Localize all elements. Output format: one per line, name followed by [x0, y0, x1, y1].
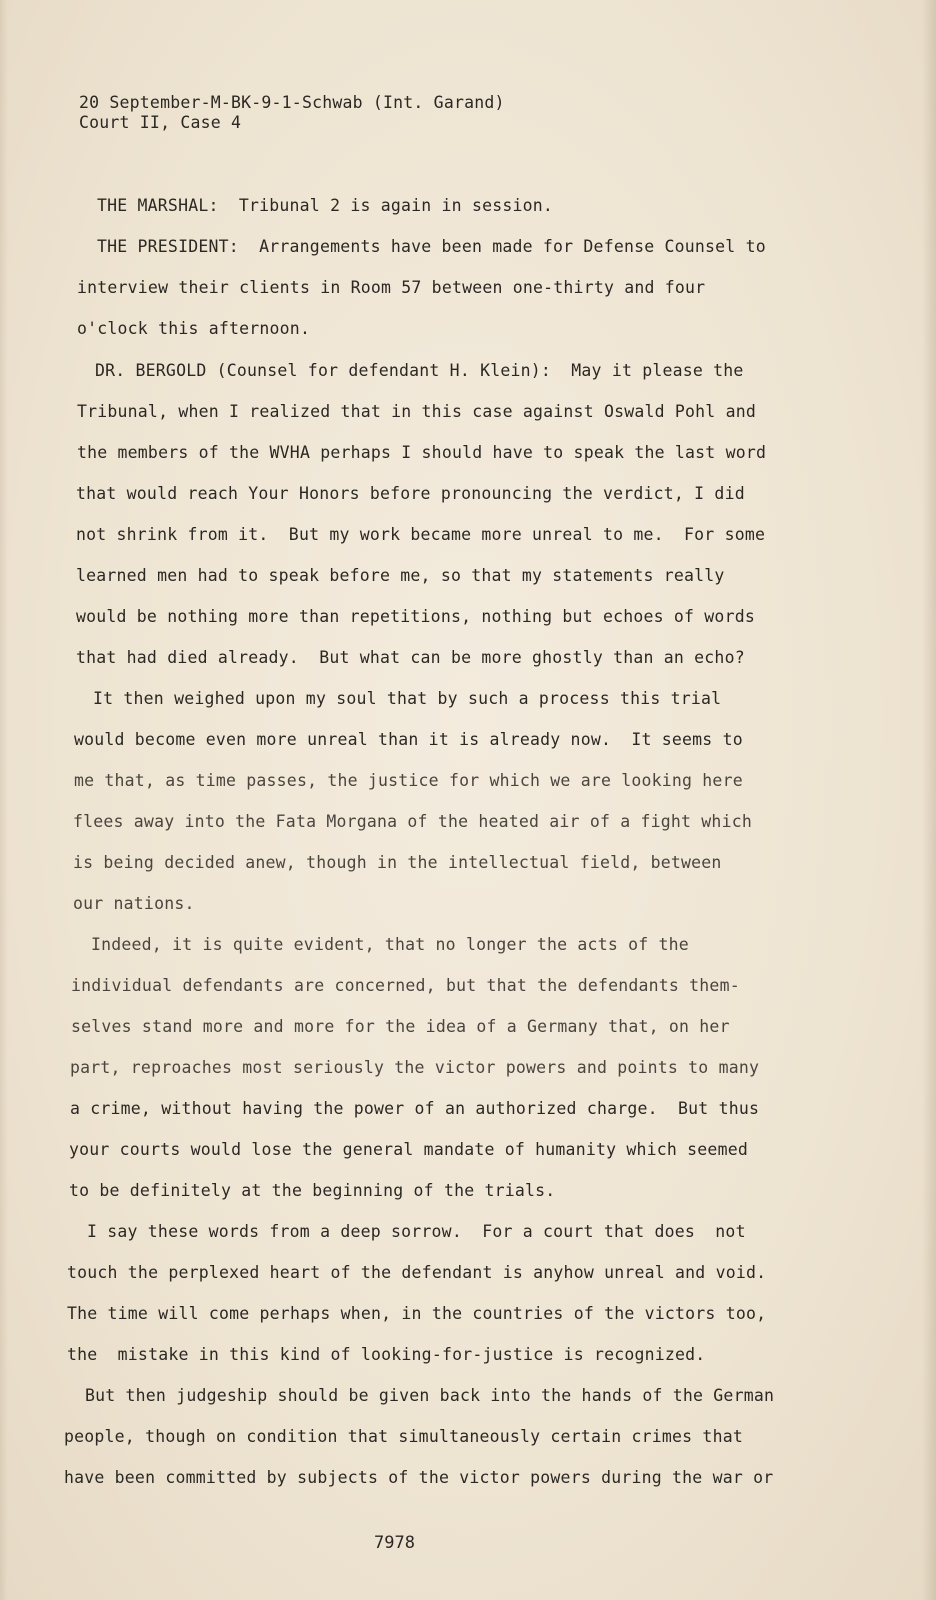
body-line: have been committed by subjects of the victor powers during the war or — [64, 1468, 774, 1487]
body-line: But then judgeship should be given back into the hands of the German — [85, 1386, 775, 1405]
body-line: selves stand more and more for the idea of a Germany that, on her — [71, 1017, 730, 1036]
body-line: flees away into the Fata Morgana of the heated air of a fight which — [73, 812, 752, 831]
body-line: me that, as time passes, the justice for which we are looking here — [74, 771, 743, 790]
body-line: THE PRESIDENT: Arrangements have been made for Defense Counsel to — [97, 237, 766, 256]
body-line: Indeed, it is quite evident, that no longer the acts of the — [91, 935, 689, 954]
page-number: 7978 — [374, 1533, 415, 1553]
body-line: Tribunal, when I realized that in this case against Oswald Pohl and — [77, 402, 756, 421]
body-line: your courts would lose the general mandate of humanity which seemed — [69, 1140, 748, 1159]
body-line: would become even more unreal than it is already now. It seems to — [74, 730, 743, 749]
header-line-2: Court II, Case 4 — [79, 113, 242, 132]
body-line: is being decided anew, though in the intellectual field, between — [73, 853, 722, 872]
body-line: touch the perplexed heart of the defendant is anyhow unreal and void. — [67, 1263, 767, 1282]
body-line: to be definitely at the beginning of the trials. — [69, 1181, 556, 1200]
body-line: that would reach Your Honors before pronouncing the verdict, I did — [76, 484, 745, 503]
body-line: not shrink from it. But my work became more unreal to me. For some — [76, 525, 766, 544]
body-line: I say these words from a deep sorrow. For a court that does not — [87, 1222, 746, 1241]
body-line: It then weighed upon my soul that by such a process this trial — [93, 689, 722, 708]
body-line: learned men had to speak before me, so that my statements really — [76, 566, 725, 585]
body-line: that had died already. But what can be more ghostly than an echo? — [76, 648, 745, 667]
body-line: the members of the WVHA perhaps I should have to speak the last word — [77, 443, 767, 462]
body-line: people, though on condition that simultaneously certain crimes that — [64, 1427, 743, 1446]
header-line-1: 20 September-M-BK-9-1-Schwab (Int. Garand) — [79, 93, 505, 112]
body-line: THE MARSHAL: Tribunal 2 is again in session. — [97, 196, 554, 215]
body-line: a crime, without having the power of an authorized charge. But thus — [70, 1099, 760, 1118]
paper-edge-right — [922, 0, 936, 1600]
body-line: the mistake in this kind of looking-for-justice is recognized. — [67, 1345, 706, 1364]
body-line: The time will come perhaps when, in the countries of the victors too, — [67, 1304, 767, 1323]
paper-edge-left — [0, 0, 8, 1600]
body-line: would be nothing more than repetitions, nothing but echoes of words — [76, 607, 755, 626]
body-line: part, reproaches most seriously the victor powers and points to many — [70, 1058, 760, 1077]
body-line: our nations. — [73, 894, 195, 913]
body-line: DR. BERGOLD (Counsel for defendant H. Klein): May it please the — [95, 361, 744, 380]
body-line: o'clock this afternoon. — [77, 319, 311, 338]
body-line: interview their clients in Room 57 between one-thirty and four — [77, 278, 706, 297]
body-line: individual defendants are concerned, but that the defendants them- — [71, 976, 740, 995]
